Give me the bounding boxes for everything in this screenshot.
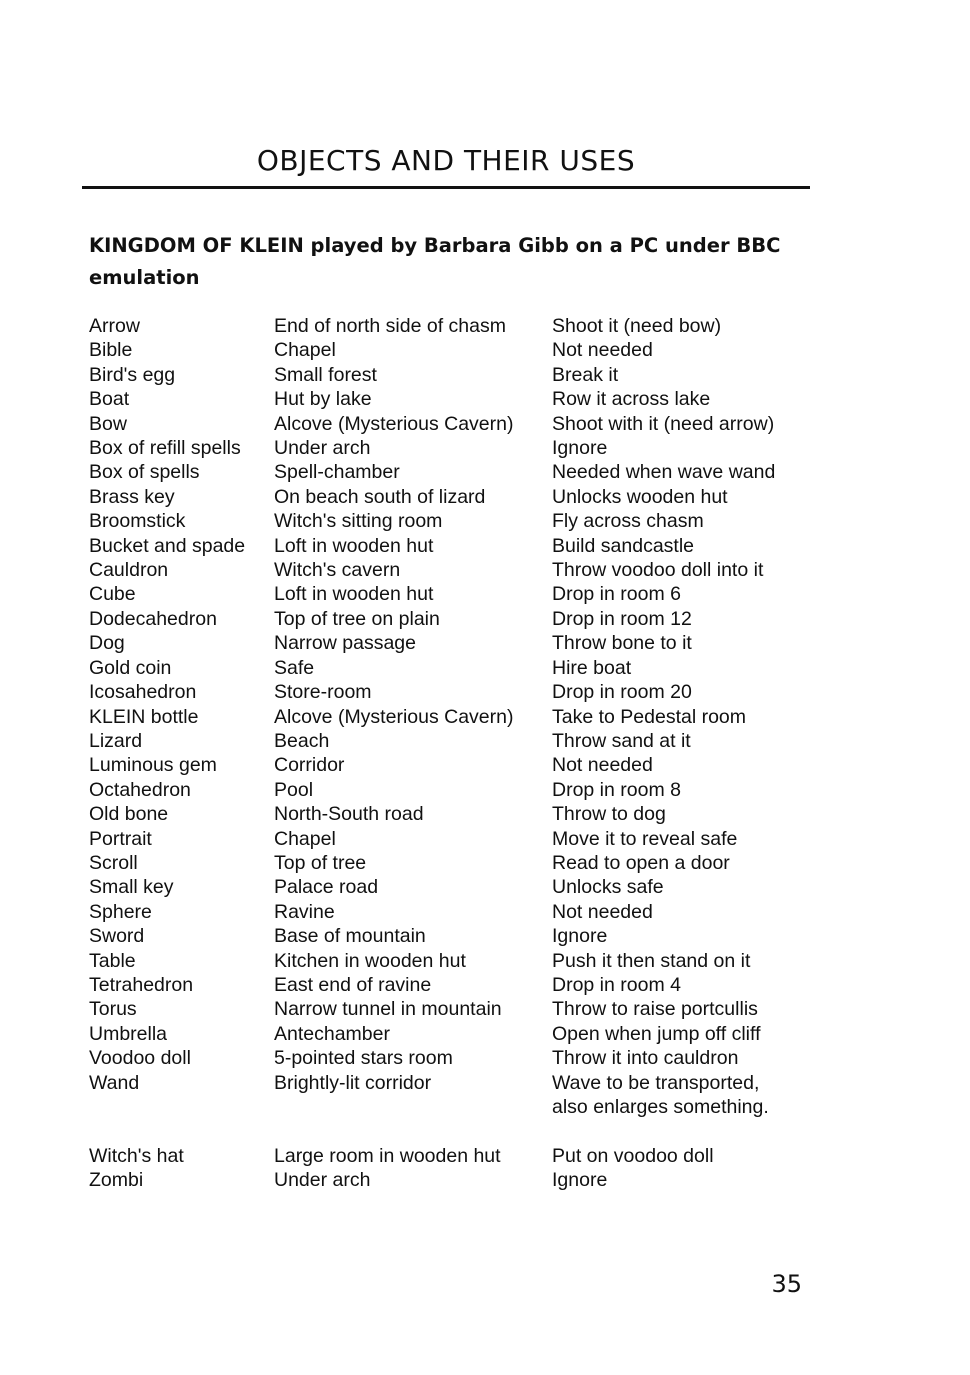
location-cell: Palace road [274,876,379,899]
object-cell [89,1095,274,1119]
location-cell: Small forest [274,363,377,386]
location-cell: Safe [274,656,315,679]
table-row [89,314,812,338]
location-cell: Narrow tunnel in mountain [274,998,502,1021]
location-cell: Witch's cavern [274,559,401,582]
object-cell: Portrait [89,827,152,850]
use-cell: Read to open a door [552,851,730,874]
object-cell: Boat [89,388,130,411]
location-cell: Large room in wooden hut [274,1144,501,1167]
use-cell: Unlocks safe [552,876,664,899]
table-row [89,1071,812,1095]
object-cell: Old bone [89,803,169,826]
table-row [89,436,812,460]
use-cell: Throw voodoo doll into it [552,559,764,582]
use-cell: also enlarges something. [552,1096,769,1118]
object-cell: Witch's hat [89,1144,184,1167]
table-row [89,1168,812,1192]
use-cell: Ignore [552,1169,608,1192]
use-cell: Shoot it (need bow) [552,315,722,337]
use-cell: Fly across chasm [552,510,704,533]
location-cell: Loft in wooden hut [274,583,434,606]
objects-table [89,314,812,1193]
object-cell: Small key [89,876,174,899]
location-cell: 5-pointed stars room [274,1047,453,1070]
use-cell: Build sandcastle [552,534,695,557]
object-cell: Octahedron [89,778,191,801]
row-spacer [89,1119,812,1143]
table-row [89,1144,812,1168]
location-cell: Kitchen in wooden hut [274,949,466,972]
table-row [89,412,812,436]
table-row [89,1046,812,1070]
table-row [89,363,812,387]
table-row [89,973,812,997]
table-row [89,997,812,1021]
location-cell: Corridor [274,754,345,777]
object-cell: Bow [89,412,127,435]
use-cell: Throw it into cauldron [552,1047,739,1070]
location-cell: Under arch [274,437,371,460]
table-row [89,949,812,973]
location-cell: Chapel [274,339,336,362]
location-cell: Top of tree on plain [274,607,440,630]
table-row [89,1022,812,1046]
table-row [89,582,812,606]
location-cell: Narrow passage [274,632,416,655]
object-cell: Luminous gem [89,754,217,777]
use-cell: Needed when wave wand [552,461,776,484]
use-cell: Ignore [552,437,608,460]
object-cell: Umbrella [89,1022,168,1045]
table-row [89,924,812,948]
use-cell: Drop in room 6 [552,583,681,606]
table-row [89,705,812,729]
use-cell: Hire boat [552,656,632,679]
table-row [89,338,812,362]
page-title: OBJECTS AND THEIR USES [256,144,636,177]
location-cell: East end of ravine [274,973,432,996]
object-cell: Icosahedron [89,681,197,704]
use-cell: Put on voodoo doll [552,1144,714,1167]
location-cell: Spell-chamber [274,461,400,484]
use-cell: Wave to be transported, [552,1071,760,1094]
location-cell: Witch's sitting room [274,510,443,533]
use-cell: Throw sand at it [552,729,691,752]
table-row [89,387,812,411]
location-cell: Alcove (Mysterious Cavern) [274,412,514,435]
use-cell: Move it to reveal safe [552,827,738,850]
table-row [89,851,812,875]
use-cell: Drop in room 12 [552,607,692,630]
use-cell: Not needed [552,339,653,362]
table-row [89,558,812,582]
object-cell: Gold coin [89,656,172,679]
table-row [89,509,812,533]
table-row [89,460,812,484]
object-cell: Tetrahedron [89,973,194,996]
object-cell: Bible [89,339,133,362]
use-cell: Throw to dog [552,803,666,826]
use-cell: Drop in room 8 [552,778,681,801]
object-cell: Bucket and spade [89,534,246,557]
location-cell: Hut by lake [274,388,372,411]
object-cell: Box of spells [89,461,200,484]
game-subtitle: KINGDOM OF KLEIN played by Barbara Gibb on a PC under BBC emulation [89,234,781,289]
use-cell: Throw bone to it [552,632,692,655]
object-cell: Dog [89,632,125,655]
location-cell: End of north side of chasm [274,315,506,337]
location-cell: Chapel [274,827,336,850]
table-row [89,680,812,704]
table-row [89,778,812,802]
object-cell: Lizard [89,729,143,752]
use-cell: Shoot with it (need arrow) [552,412,775,435]
table-row [89,802,812,826]
location-cell [274,1095,552,1119]
table-row [89,753,812,777]
table-row [89,656,812,680]
use-cell: Open when jump off cliff [552,1022,761,1045]
object-cell: Brass key [89,485,175,508]
table-row [89,1095,812,1119]
use-cell: Drop in room 20 [552,681,692,704]
use-cell: Not needed [552,754,653,777]
object-cell: Bird's egg [89,363,176,386]
title-rule [82,186,810,189]
location-cell: Alcove (Mysterious Cavern) [274,705,514,728]
table-row [89,534,812,558]
location-cell: Brightly-lit corridor [274,1071,432,1094]
use-cell: Row it across lake [552,388,711,411]
object-cell: Arrow [89,315,140,337]
page-number: 35 [771,1270,802,1298]
location-cell: Pool [274,778,314,801]
use-cell: Throw to raise portcullis [552,998,758,1021]
location-cell: Ravine [274,900,335,923]
use-cell: Drop in room 4 [552,973,681,996]
location-cell: Store-room [274,681,372,704]
use-cell: Ignore [552,925,608,948]
object-cell: Cube [89,583,136,606]
table-row [89,875,812,899]
use-cell: Take to Pedestal room [552,705,747,728]
object-cell: Sword [89,925,145,948]
object-cell: Sphere [89,900,152,923]
object-cell: Torus [89,998,137,1021]
table-row [89,631,812,655]
use-cell: Break it [552,363,619,386]
object-cell: Wand [89,1071,140,1094]
object-cell: Cauldron [89,559,169,582]
object-cell: KLEIN bottle [89,705,199,728]
use-cell: Push it then stand on it [552,949,751,972]
table-row [89,485,812,509]
object-cell: Voodoo doll [89,1047,191,1070]
table-row [89,827,812,851]
location-cell: Base of mountain [274,925,426,948]
table-row [89,607,812,631]
object-cell: Box of refill spells [89,437,241,460]
location-cell: Loft in wooden hut [274,534,434,557]
table-row [89,900,812,924]
object-cell: Table [89,949,136,972]
location-cell: Under arch [274,1169,371,1192]
object-cell: Scroll [89,851,138,874]
location-cell: Beach [274,729,330,752]
location-cell: On beach south of lizard [274,485,486,508]
object-cell: Broomstick [89,510,186,533]
location-cell: Top of tree [274,851,367,874]
object-cell: Zombi [89,1169,144,1192]
use-cell: Not needed [552,900,653,923]
location-cell: Antechamber [274,1022,390,1045]
use-cell: Unlocks wooden hut [552,485,728,508]
object-cell: Dodecahedron [89,607,217,630]
location-cell: North-South road [274,803,424,826]
objects-table-body [89,314,812,1193]
table-row [89,729,812,753]
